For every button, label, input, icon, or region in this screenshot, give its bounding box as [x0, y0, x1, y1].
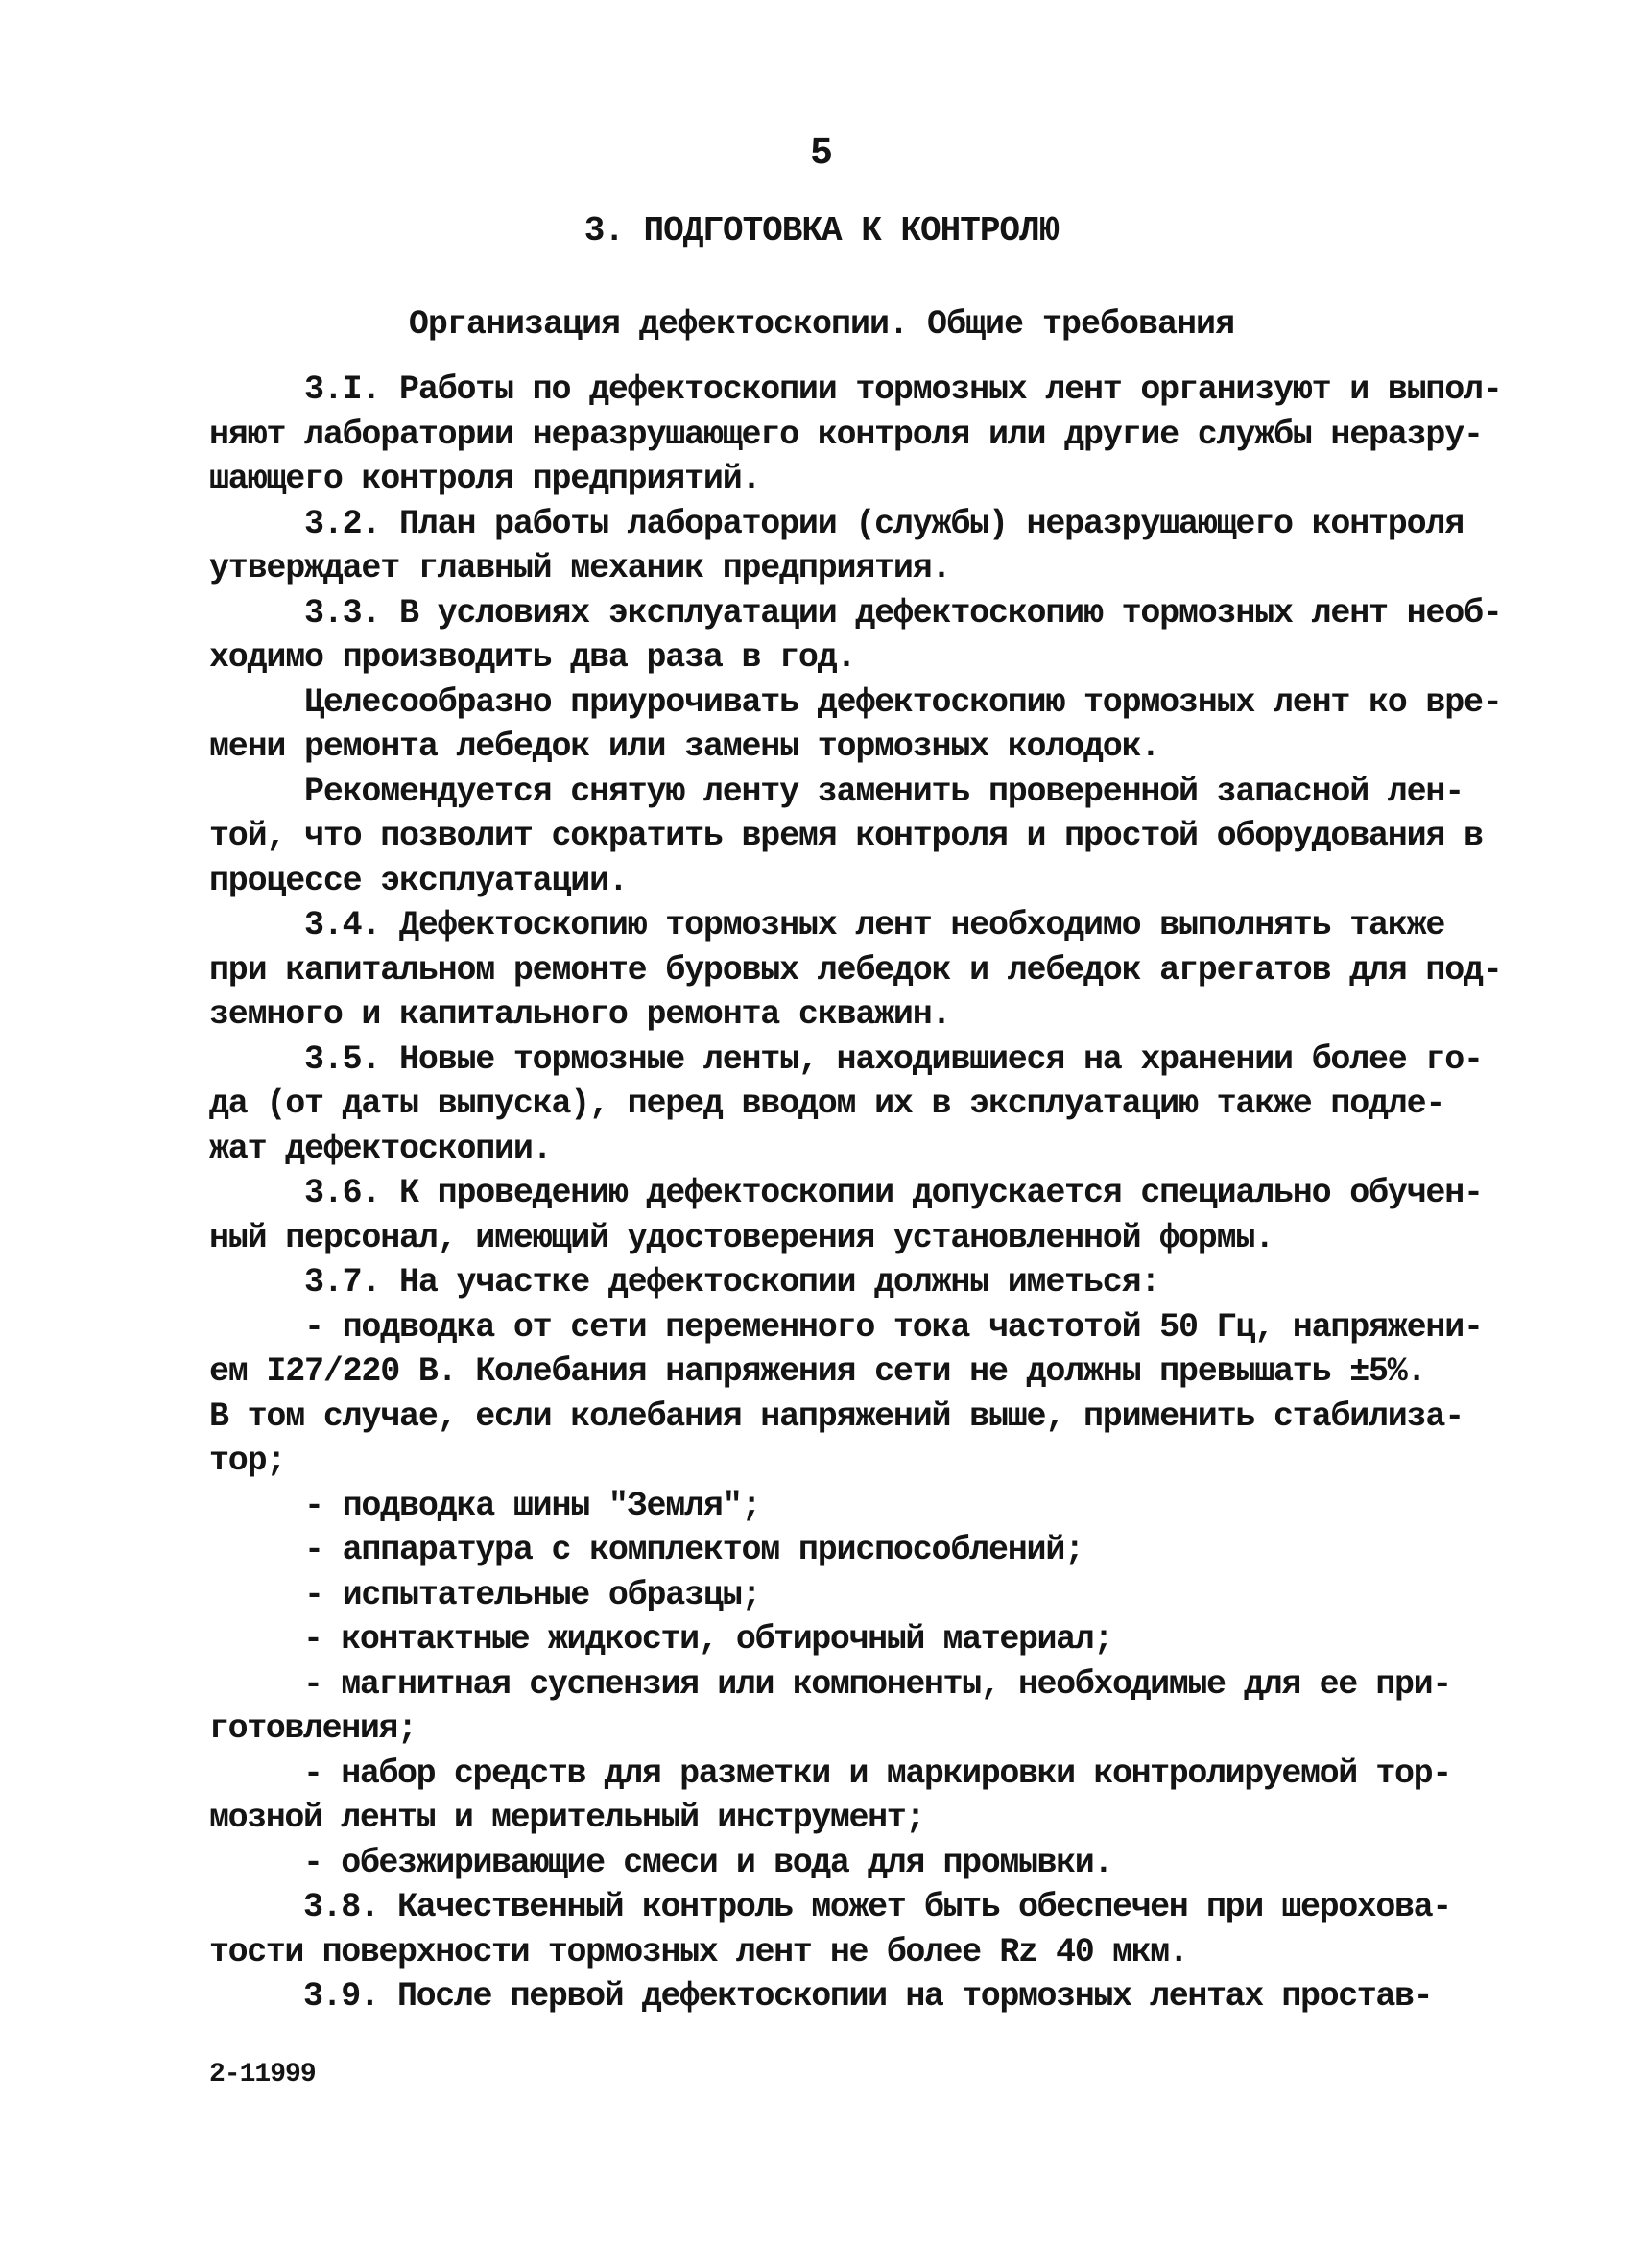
text-line: жат дефектоскопии.: [209, 1129, 552, 1168]
text-line: няют лаборатории неразрушающего контроля или другие службы неразру-: [209, 415, 1483, 454]
text-line: 3.5. Новые тормозные ленты, находившиеся на хранении более го-: [209, 1039, 1483, 1079]
text-line: - подводка от сети переменного тока частотой 50 Гц, напряжени-: [209, 1307, 1483, 1347]
text-line: - контактные жидкости, обтирочный материал;: [209, 1620, 1112, 1659]
text-line: мозной ленты и мерительный инструмент;: [209, 1799, 924, 1837]
text-line: Целесообразно приурочивать дефектоскопию тормозных лент ко вре-: [209, 682, 1502, 722]
text-line: 3.9. После первой дефектоскопии на тормозных лентах простав-: [209, 1977, 1433, 2016]
text-line: - обезжиривающие смеси и вода для промывки.: [209, 1843, 1112, 1882]
text-line: шающего контроля предприятий.: [209, 460, 761, 498]
text-line: Рекомендуется снятую ленту заменить проверенной запасной лен-: [209, 772, 1464, 811]
text-line: тости поверхности тормозных лент не более Rz 40 мкм.: [209, 1932, 1188, 1971]
text-line: утверждает главный механик предприятия.: [209, 549, 951, 587]
text-line: - аппаратура с комплектом приспособлений;: [209, 1531, 1083, 1569]
text-line: 3.I. Работы по дефектоскопии тормозных лент организуют и выпол-: [209, 370, 1502, 409]
text-line: ходимо производить два раза в год.: [209, 638, 856, 677]
body-text: [209, 368, 1502, 2019]
text-line: земного и капитального ремонта скважин.: [209, 995, 951, 1034]
text-line: тор;: [209, 1442, 286, 1480]
text-line: готовления;: [209, 1709, 417, 1748]
text-line: мени ремонта лебедок или замены тормозных колодок.: [209, 728, 1160, 766]
section-title: 3. ПОДГОТОВКА К КОНТРОЛЮ: [583, 211, 1060, 251]
text-line: той, что позволит сократить время контроля и простой оборудования в: [209, 817, 1483, 855]
text-line: 3.6. К проведению дефектоскопии допускается специально обучен-: [209, 1174, 1483, 1212]
text-line: 3.8. Качественный контроль может быть обеспечен при шерохова-: [209, 1888, 1451, 1926]
text-line: - испытательные образцы;: [209, 1575, 761, 1614]
text-line: да (от даты выпуска), перед вводом их в эксплуатацию также подле-: [209, 1085, 1445, 1123]
document-code: 2-11999: [209, 2060, 316, 2089]
text-line: 3.3. В условиях эксплуатации дефектоскопию тормозных лент необ-: [209, 593, 1502, 633]
text-line: ный персонал, имеющий удостоверения установленной формы.: [209, 1218, 1274, 1257]
text-line: 3.2. План работы лаборатории (службы) неразрушающего контроля: [209, 504, 1464, 543]
subsection-title: Организация дефектоскопии. Общие требования: [408, 305, 1235, 344]
text-line: 3.4. Дефектоскопию тормозных лент необходимо выполнять также: [209, 906, 1445, 944]
text-line: В том случае, если колебания напряжений выше, применить стабилиза-: [209, 1397, 1464, 1436]
page-number: 5: [809, 132, 833, 176]
text-line: - магнитная суспензия или компоненты, необходимые для ее при-: [209, 1664, 1451, 1704]
text-line: процессе эксплуатации.: [209, 861, 628, 900]
text-line: - подводка шины "Земля";: [209, 1486, 761, 1525]
text-line: при капитальном ремонте буровых лебедок и лебедок агрегатов для под-: [209, 950, 1502, 990]
text-line: ем I27/220 В. Колебания напряжения сети не должны превышать ±5%.: [209, 1352, 1426, 1391]
text-line: 3.7. На участке дефектоскопии должны иметься:: [209, 1263, 1160, 1301]
text-line: - набор средств для разметки и маркировки контролируемой тор-: [209, 1754, 1451, 1793]
